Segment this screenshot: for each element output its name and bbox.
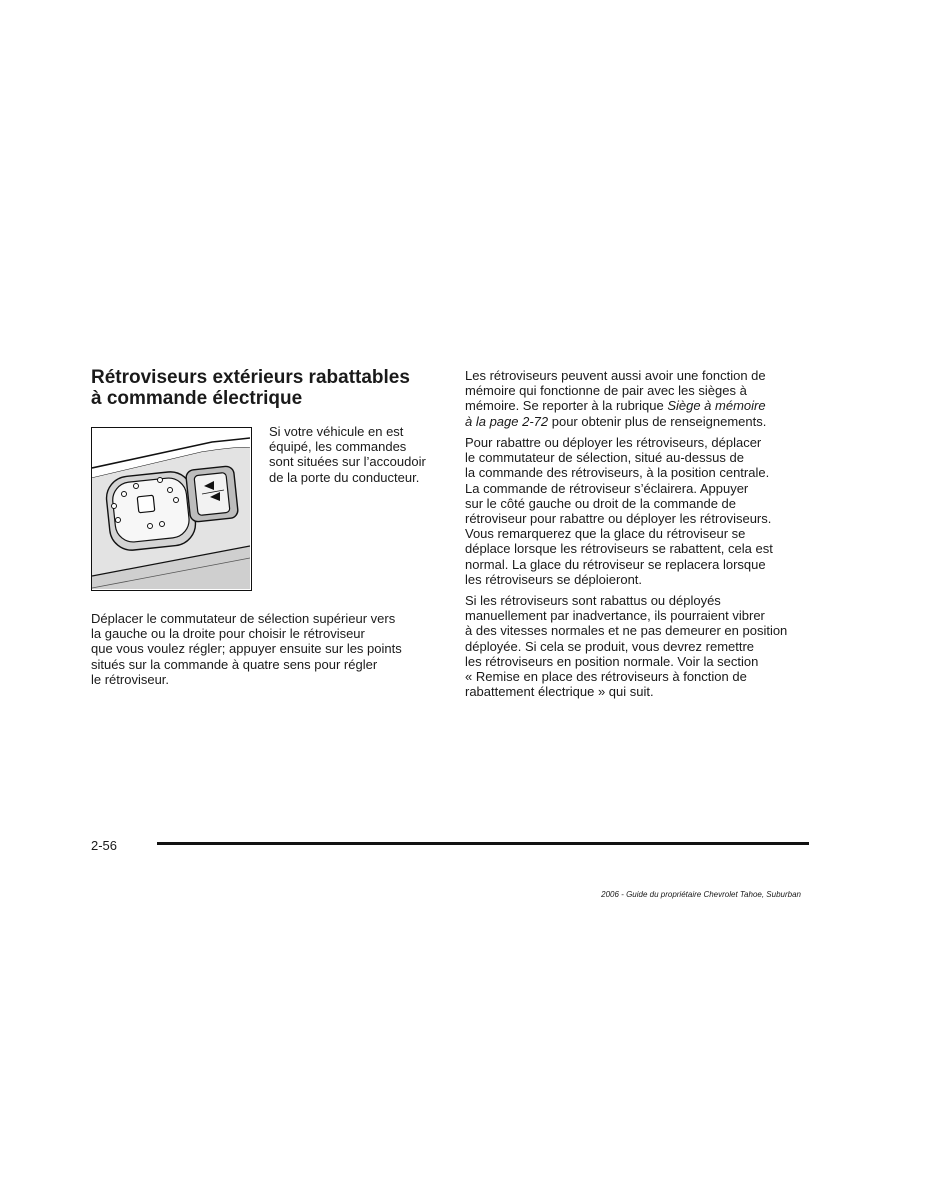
cross-reference-link[interactable]: à la page 2-72 [465, 413, 549, 429]
text-line: les rétroviseurs se déploieront. [465, 571, 643, 587]
text-line: à des vitesses normales et ne pas demeurer en position [465, 623, 788, 639]
text-line: situés sur la commande à quatre sens pour régler [91, 656, 378, 672]
text-line: sont situées sur l’accoudoir [269, 454, 426, 470]
footer-text: 2006 - Guide du propriétaire Chevrolet Tahoe, Suburban [601, 890, 801, 899]
text-line: Pour rabattre ou déployer les rétroviseurs, déplacer [465, 435, 762, 450]
text-line: Les rétroviseurs peuvent aussi avoir une fonction de [465, 368, 766, 383]
text-line: les rétroviseurs en position normale. Voir la section [465, 653, 759, 669]
text-segment: mémoire. Se reporter à la rubrique [465, 398, 668, 414]
text-line: équipé, les commandes [269, 439, 407, 455]
text-line: Vous remarquerez que la glace du rétroviseur se [465, 526, 746, 542]
footer-rule [157, 842, 809, 845]
text-line: La commande de rétroviseur s’éclairera. Appuyer [465, 480, 749, 496]
text-line: le rétroviseur. [91, 671, 170, 687]
text-line: rabattement électrique » qui suit. [465, 684, 654, 700]
right-paragraph-memory [465, 368, 766, 429]
text-line: « Remise en place des rétroviseurs à fonction de [465, 669, 747, 685]
right-paragraph-fold [465, 435, 773, 587]
text-line: sur le côté gauche ou droit de la commande de [465, 495, 737, 511]
text-line: de la porte du conducteur. [269, 469, 420, 485]
section-heading [91, 367, 441, 409]
text-line: Si les rétroviseurs sont rabattus ou déployés [465, 593, 721, 608]
power-mirror-control-switch-icon [92, 428, 250, 589]
text-line: déplace lorsque les rétroviseurs se rabattent, cela est [465, 541, 773, 557]
text-line: normal. La glace du rétroviseur se replacera lorsque [465, 556, 766, 572]
cross-reference-link[interactable]: Siège à mémoire [667, 398, 766, 414]
text-line: que vous voulez régler; appuyer ensuite sur les points [91, 641, 402, 657]
text-line: la commande des rétroviseurs, à la position centrale. [465, 465, 770, 481]
text-line: rétroviseur pour rabattre ou déployer les rétroviseurs. [465, 511, 772, 527]
text-line: manuellement par inadvertance, ils pourraient vibrer [465, 608, 765, 624]
text-line [465, 414, 766, 429]
left-paragraph [91, 611, 402, 687]
text-line: la gauche ou la droite pour choisir le rétroviseur [91, 626, 365, 642]
text-line [465, 398, 766, 413]
section-heading-line-2: à commande électrique [91, 388, 303, 409]
mirror-control-illustration [91, 427, 252, 591]
section-heading-line-1: Rétroviseurs extérieurs rabattables [91, 367, 410, 388]
right-paragraph-manual [465, 593, 787, 699]
page-number: 2-56 [91, 838, 118, 853]
text-line: Déplacer le commutateur de sélection supérieur vers [91, 611, 396, 626]
text-line: mémoire qui fonctionne de pair avec les sièges à [465, 383, 747, 399]
text-line: déployée. Si cela se produit, vous devrez remettre [465, 638, 755, 654]
text-line: Si votre véhicule en est [269, 424, 404, 439]
side-paragraph [269, 424, 426, 485]
text-line: le commutateur de sélection, situé au-dessus de [465, 450, 744, 466]
text-segment: pour obtenir plus de renseignements. [548, 413, 767, 429]
